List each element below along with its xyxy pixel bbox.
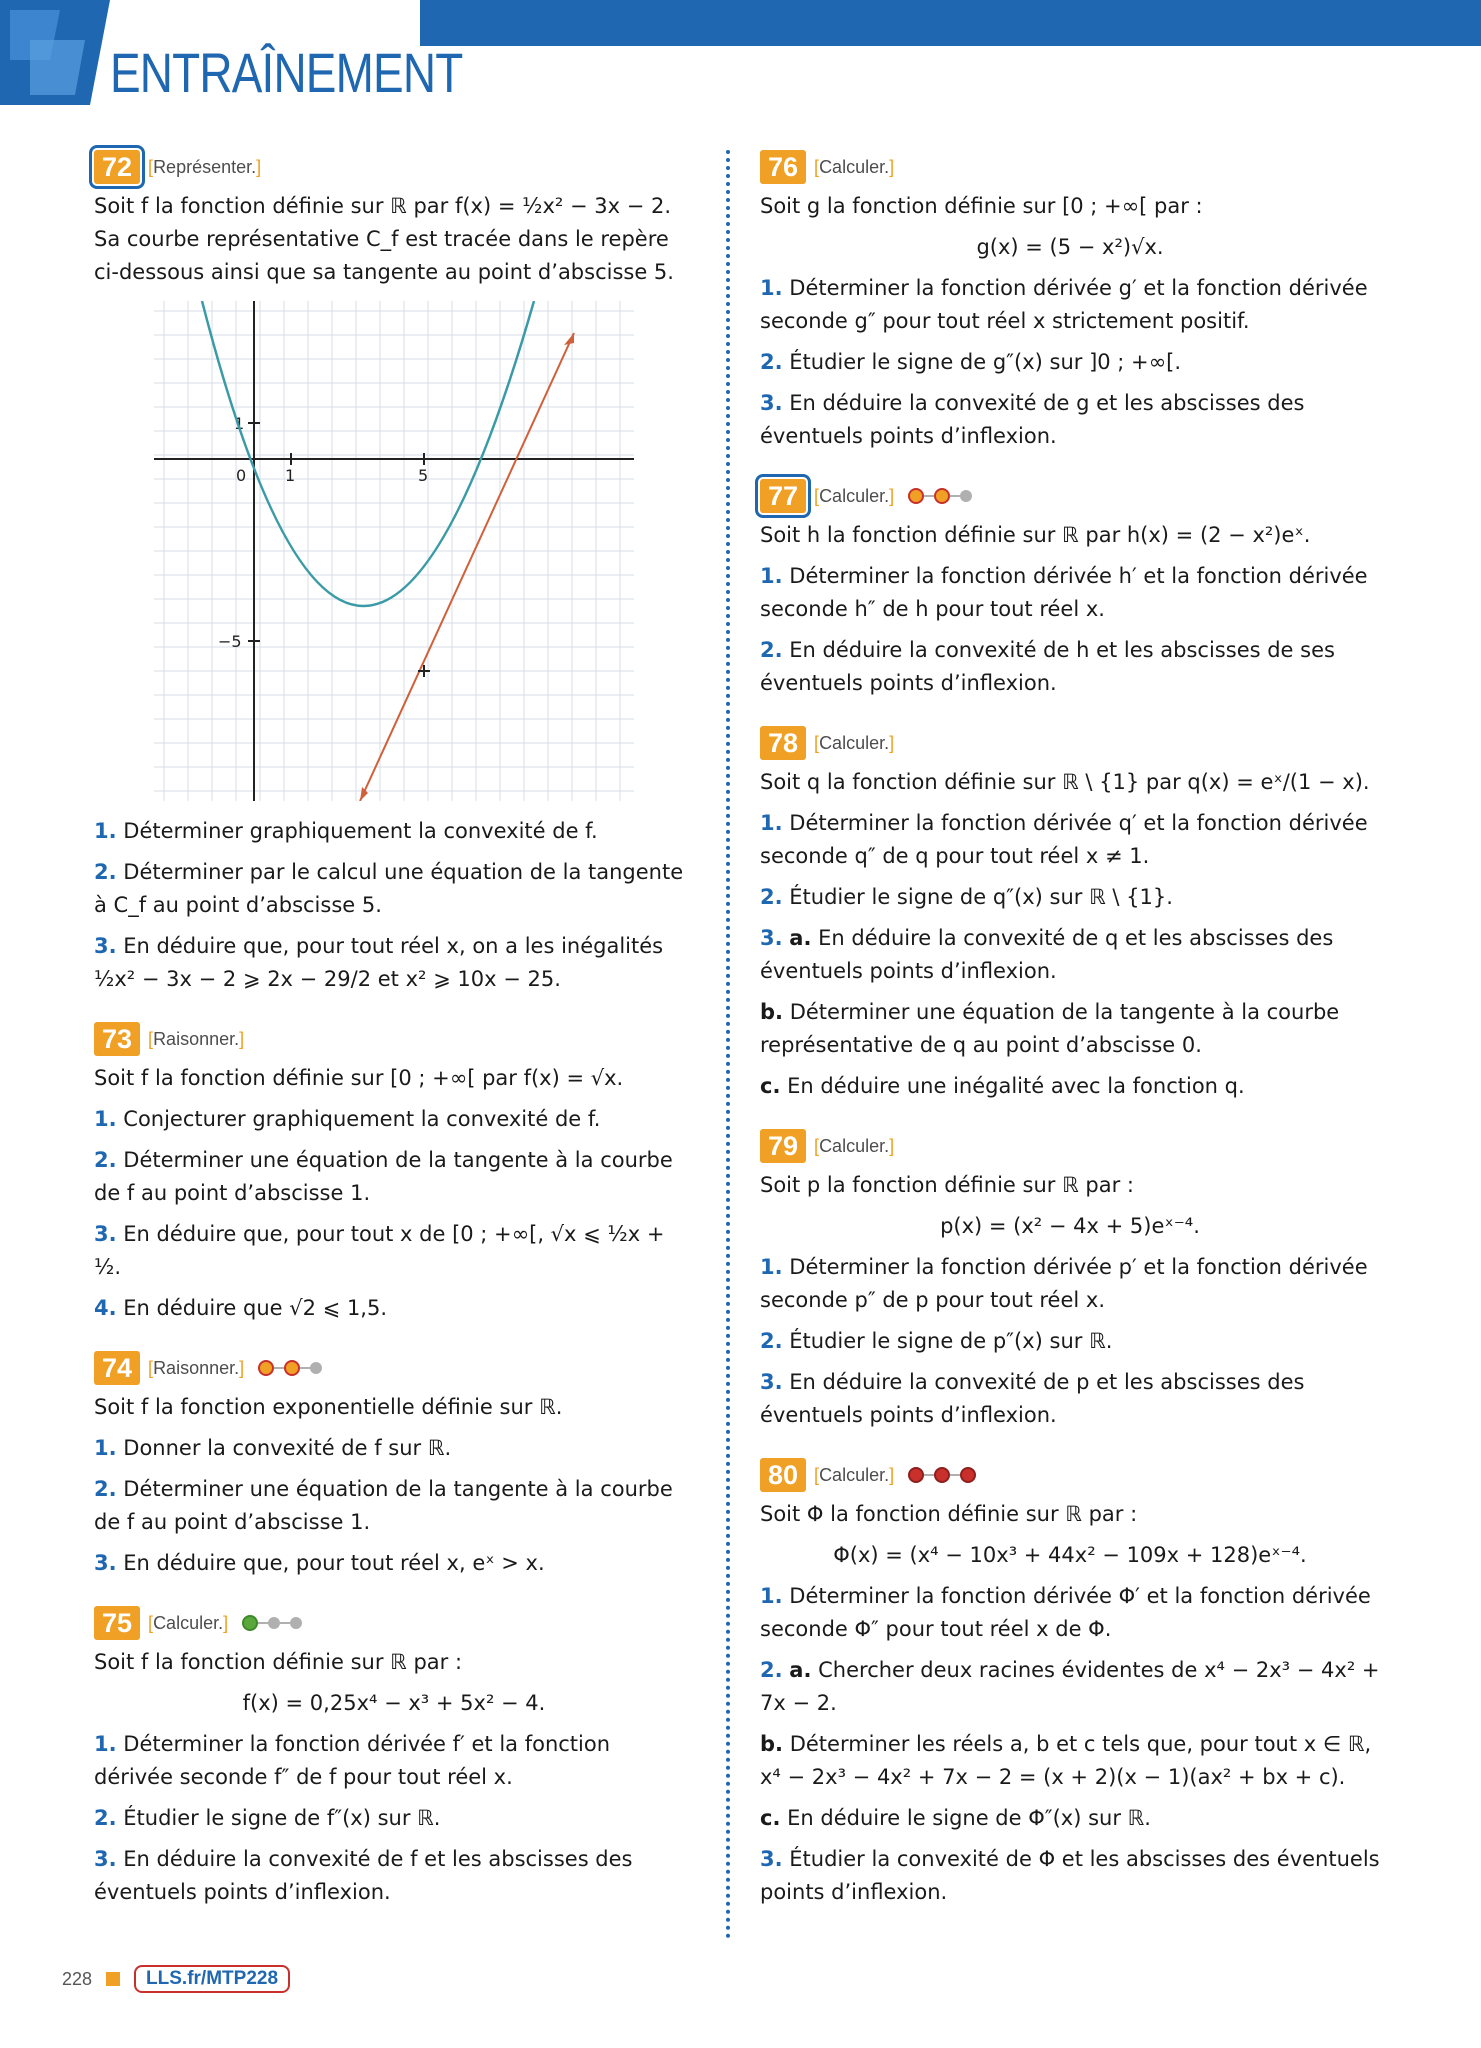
exercise-73 [94,1022,694,1325]
difficulty-indicator [908,488,972,504]
exercise-number: 72 [94,150,140,184]
exercise-79 [760,1129,1380,1432]
exercise-tag: [Calculer.] [814,485,895,506]
question: 2. Étudier le signe de q″(x) sur ℝ \ {1}. [760,885,1173,909]
header-bar [420,0,1481,46]
formula: p(x) = (x² − 4x + 5)eˣ⁻⁴. [940,1214,1200,1238]
question: 3. En déduire la convexité de f et les abscisses des éventuels points d’inflexion. [94,1847,633,1904]
question: b. Déterminer une équation de la tangente à la courbe représentative de q au point d’abscisse 0. [760,1000,1340,1057]
formula: Φ(x) = (x⁴ − 10x³ + 44x² − 109x + 128)eˣ⁻⁴. [833,1543,1307,1567]
exercise-tag: [Représenter.] [148,156,262,177]
exercise-tag: [Calculer.] [814,732,895,753]
question: b. Déterminer les réels a, b et c tels que, pour tout x ∈ ℝ, x⁴ − 2x³ − 4x² + 7x − 2 = (x + 2)(x − 1)(ax² + bx + c). [760,1732,1372,1789]
exercise-intro: Soit f la fonction exponentielle définie sur ℝ. [94,1395,563,1419]
tangent-arrow-bottom [360,787,368,801]
difficulty-indicator [242,1615,302,1631]
exercise-intro: Soit f la fonction définie sur ℝ par f(x) = ½x² − 3x − 2. Sa courbe représentative C_f est tracée dans le repère ci-dessous ainsi que sa tangente au point d’abscisse 5. [94,194,674,284]
question: 3. En déduire que, pour tout réel x, eˣ > x. [94,1551,545,1575]
exercise-78 [760,726,1380,1103]
tangent-line [360,333,574,801]
tick-label-y1: 1 [234,414,245,433]
question: 2. Déterminer une équation de la tangente à la courbe de f au point d’abscisse 1. [94,1148,673,1205]
question: 3. En déduire la convexité de g et les abscisses des éventuels points d’inflexion. [760,391,1305,448]
question: 3. En déduire que, pour tout x de [0 ; +∞[, √x ⩽ ½x + ½. [94,1222,665,1279]
question: 2. En déduire la convexité de h et les abscisses de ses éventuels points d’inflexion. [760,638,1335,695]
exercise-80 [760,1458,1380,1909]
resource-link[interactable]: LLS.fr/MTP228 [134,1965,290,1993]
question: c. En déduire une inégalité avec la fonction q. [760,1074,1245,1098]
question: 1. Déterminer la fonction dérivée f′ et la fonction dérivée seconde f″ de f pour tout réel x. [94,1732,611,1789]
exercise-number: 73 [94,1022,140,1056]
corner-decoration [0,0,110,110]
right-column [760,150,1380,1935]
exercise-intro: Soit p la fonction définie sur ℝ par : [760,1173,1134,1197]
column-divider [726,150,730,1940]
exercise-intro: Soit h la fonction définie sur ℝ par h(x) = (2 − x²)eˣ. [760,523,1311,547]
exercise-number: 80 [760,1458,806,1492]
exercise-number: 77 [760,479,806,513]
exercise-number: 74 [94,1351,140,1385]
exercise-tag: [Raisonner.] [148,1357,245,1378]
exercise-intro: Soit f la fonction définie sur ℝ par : [94,1650,463,1674]
question: c. En déduire le signe de Φ″(x) sur ℝ. [760,1806,1151,1830]
difficulty-indicator [258,1360,322,1376]
question: 1. Déterminer la fonction dérivée Φ′ et la fonction dérivée seconde Φ″ pour tout réel x de Φ. [760,1584,1371,1641]
exercise-tag: [Raisonner.] [148,1028,245,1049]
question: 3. En déduire la convexité de p et les abscisses des éventuels points d’inflexion. [760,1370,1305,1427]
tick-label-y-5: −5 [218,632,242,651]
question: 3. Étudier la convexité de Φ et les abscisses des éventuels points d’inflexion. [760,1847,1380,1904]
exercise-number: 79 [760,1129,806,1163]
question: 1. Déterminer la fonction dérivée p′ et la fonction dérivée seconde p″ de p pour tout réel x. [760,1255,1368,1312]
exercise-72 [94,150,694,996]
question: 2. Étudier le signe de f″(x) sur ℝ. [94,1806,441,1830]
tick-label-origin: 0 [236,466,247,485]
square-icon [106,1972,120,1986]
question: 3. En déduire que, pour tout réel x, on a les inégalités ½x² − 3x − 2 ⩾ 2x − 29/2 et x² ⩾ 10x − 25. [94,934,664,991]
exercise-intro: Soit g la fonction définie sur [0 ; +∞[ par : [760,194,1203,218]
formula: f(x) = 0,25x⁴ − x³ + 5x² − 4. [242,1691,546,1715]
question: 2. a. Chercher deux racines évidentes de x⁴ − 2x³ − 4x² + 7x − 2. [760,1658,1380,1715]
question: 4. En déduire que √2 ⩽ 1,5. [94,1296,388,1320]
exercise-tag: [Calculer.] [814,156,895,177]
left-column [94,150,694,1935]
exercise-tag: [Calculer.] [814,1464,895,1485]
question: 2. Étudier le signe de p″(x) sur ℝ. [760,1329,1113,1353]
exercise-intro: Soit Φ la fonction définie sur ℝ par : [760,1502,1138,1526]
difficulty-indicator [908,1467,976,1483]
question: 1. Déterminer la fonction dérivée g′ et la fonction dérivée seconde g″ pour tout réel x strictement positif. [760,276,1368,333]
exercise-number: 78 [760,726,806,760]
question: 2. Déterminer une équation de la tangente à la courbe de f au point d’abscisse 1. [94,1477,673,1534]
exercise-77 [760,479,1380,700]
exercise-intro: Soit f la fonction définie sur [0 ; +∞[ par f(x) = √x. [94,1066,624,1090]
exercise-number: 75 [94,1606,140,1640]
question: 1. Déterminer la fonction dérivée q′ et la fonction dérivée seconde q″ de q pour tout réel x ≠ 1. [760,811,1368,868]
page-number: 228 [62,1968,93,1989]
exercise-intro: Soit q la fonction définie sur ℝ \ {1} par q(x) = eˣ/(1 − x). [760,770,1370,794]
function-graph [154,301,634,801]
question: 1. Donner la convexité de f sur ℝ. [94,1436,452,1460]
exercise-tag: [Calculer.] [814,1135,895,1156]
question: 3. a. En déduire la convexité de q et les abscisses des éventuels points d’inflexion. [760,926,1334,983]
exercise-75 [94,1606,694,1909]
page-title: ENTRAÎNEMENT [110,41,463,104]
formula: g(x) = (5 − x²)√x. [976,235,1164,259]
question: 1. Déterminer graphiquement la convexité de f. [94,819,598,843]
question: 1. Déterminer la fonction dérivée h′ et la fonction dérivée seconde h″ de h pour tout réel x. [760,564,1368,621]
tick-label-x1: 1 [285,466,296,485]
exercise-76 [760,150,1380,453]
exercise-74 [94,1351,694,1580]
ticks [248,423,424,641]
tick-label-x5: 5 [418,466,429,485]
footer [62,1965,290,1993]
question: 2. Étudier le signe de g″(x) sur ]0 ; +∞[. [760,350,1182,374]
curve-cf [202,301,534,606]
question: 1. Conjecturer graphiquement la convexité de f. [94,1107,601,1131]
question: 2. Déterminer par le calcul une équation de la tangente à C_f au point d’abscisse 5. [94,860,684,917]
exercise-number: 76 [760,150,806,184]
exercise-tag: [Calculer.] [148,1612,229,1633]
